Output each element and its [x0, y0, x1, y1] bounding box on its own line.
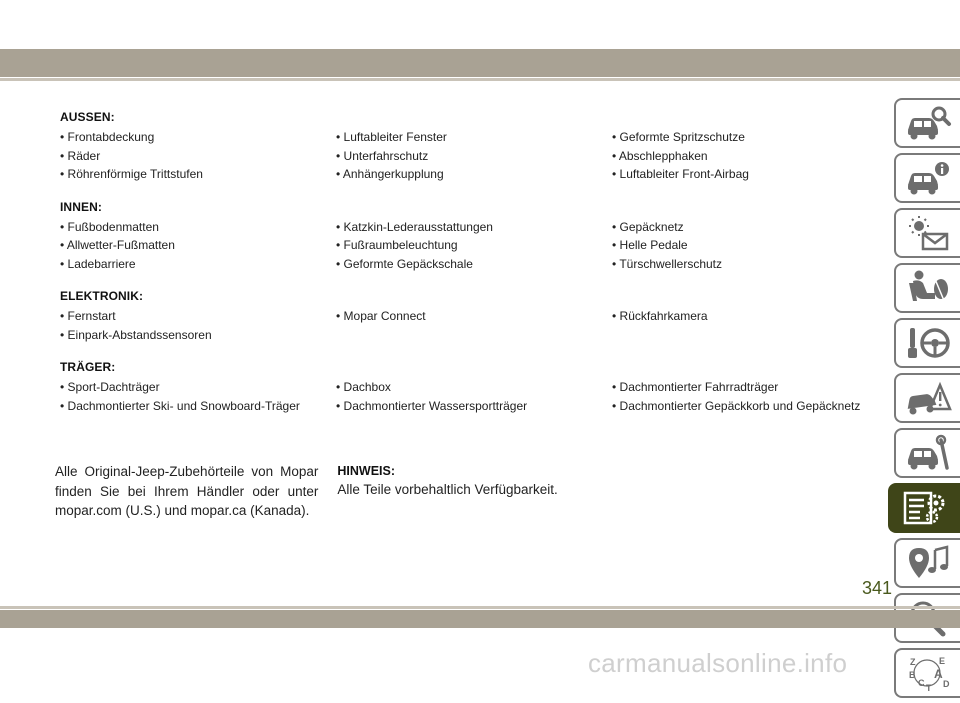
footer-bar — [0, 610, 960, 628]
list-item: • Fernstart — [60, 309, 116, 324]
tab-technical-specifications[interactable] — [888, 483, 960, 533]
list-item: • Anhängerkupplung — [336, 167, 444, 182]
list-row — [60, 378, 890, 397]
section-aussen — [60, 108, 890, 184]
list-item: • Sport-Dachträger — [60, 380, 160, 395]
top-margin — [0, 0, 960, 48]
list-item: • Dachbox — [336, 380, 391, 395]
note-title: HINWEIS: — [337, 464, 396, 478]
list-item: • Rückfahrkamera — [612, 309, 708, 324]
list-row — [60, 128, 890, 147]
tab-getting-to-know-dashboard[interactable] — [894, 153, 960, 203]
list-item: • Abschlepphaken — [612, 148, 708, 163]
list-row — [60, 307, 890, 326]
index-letter: B — [909, 670, 916, 680]
list-item: • Dachmontierter Fahrradträger — [612, 380, 779, 395]
list-item: • Luftableiter Fenster — [336, 130, 447, 145]
car-search-icon — [905, 104, 951, 142]
seat-airbag-icon — [905, 269, 951, 307]
index-letter: A — [934, 667, 943, 681]
accessory-list — [60, 108, 890, 429]
list-item: • Frontabdeckung — [60, 130, 155, 145]
note-text: Alle Teile vorbehaltlich Verfügbarkeit. — [337, 482, 558, 497]
list-row — [60, 397, 890, 416]
section-elektronik — [60, 287, 890, 344]
header-rule — [0, 78, 960, 81]
index-letter: T — [926, 683, 932, 693]
list-item: • Ladebarriere — [60, 256, 136, 271]
list-row — [60, 255, 890, 274]
list-item: • Fußbodenmatten — [60, 219, 159, 234]
list-item: • Einpark-Abstandssensoren — [60, 327, 212, 342]
section-title: INNEN: — [60, 199, 102, 214]
list-row — [60, 236, 890, 255]
alphabet-index-icon — [905, 654, 951, 692]
tab-warning-lights-messages[interactable] — [894, 208, 960, 258]
tab-in-case-of-emergency[interactable] — [894, 373, 960, 423]
specs-gear-icon — [902, 489, 948, 527]
list-item: • Gepäcknetz — [612, 219, 684, 234]
list-item: • Mopar Connect — [336, 309, 426, 324]
index-letter: Z — [910, 657, 916, 667]
list-item: • Dachmontierter Wassersportträger — [336, 398, 528, 413]
tab-starting-operating[interactable] — [894, 318, 960, 368]
list-item: • Dachmontierter Gepäckkorb und Gepäcknetz — [612, 398, 861, 413]
header-bar — [0, 49, 960, 77]
list-item: • Allwetter-Fußmatten — [60, 238, 175, 253]
tab-servicing-maintenance[interactable] — [894, 428, 960, 478]
page-number: 341 — [861, 578, 892, 598]
list-item: • Räder — [60, 148, 101, 163]
list-row — [60, 218, 890, 237]
list-item: • Katzkin-Lederausstattungen — [336, 219, 493, 234]
tab-multimedia[interactable] — [894, 538, 960, 588]
list-item: • Dachmontierter Ski- und Snowboard-Träger — [60, 398, 300, 413]
list-row — [60, 165, 890, 184]
footer-rule — [0, 606, 960, 609]
section-title: AUSSEN: — [60, 110, 115, 124]
list-item: • Unterfahrschutz — [336, 148, 429, 163]
list-item: • Luftableiter Front-Airbag — [612, 167, 749, 182]
car-warning-icon — [905, 379, 951, 417]
list-row — [60, 326, 890, 345]
list-item: • Helle Pedale — [612, 238, 688, 253]
list-item: • Geformte Spritzschutze — [612, 130, 745, 145]
index-letter: C — [918, 678, 925, 688]
warning-light-message-icon — [905, 214, 951, 252]
car-info-icon — [905, 159, 951, 197]
index-letter: D — [943, 679, 950, 689]
tab-getting-to-know-vehicle[interactable] — [894, 98, 960, 148]
car-wrench-icon — [905, 434, 951, 472]
list-item: • Röhrenförmige Trittstufen — [60, 167, 203, 182]
section-innen — [60, 198, 890, 274]
note-block — [337, 462, 575, 521]
section-title: TRÄGER: — [60, 360, 116, 374]
section-traeger — [60, 358, 890, 415]
list-row — [60, 147, 890, 166]
section-title: ELEKTRONIK: — [60, 289, 144, 303]
list-item: • Geformte Gepäckschale — [336, 256, 473, 271]
tab-alphabetical-index[interactable] — [894, 648, 960, 698]
tab-safety[interactable] — [894, 263, 960, 313]
watermark: carmanualsonline.info — [588, 648, 848, 678]
index-letter: E — [939, 656, 946, 666]
multimedia-icon — [905, 544, 951, 582]
list-item: • Fußraumbeleuchtung — [336, 238, 458, 253]
steering-wheel-icon — [905, 324, 951, 362]
footer-notes — [55, 462, 575, 521]
list-item: • Türschwellerschutz — [612, 256, 723, 271]
dealer-info-text: Alle Original-Jeep-Zubehörteile von Mopar finden Sie bei Ihrem Händler oder unter mopar.com (U.S.) und mopar.ca (Kanada). — [55, 464, 319, 518]
